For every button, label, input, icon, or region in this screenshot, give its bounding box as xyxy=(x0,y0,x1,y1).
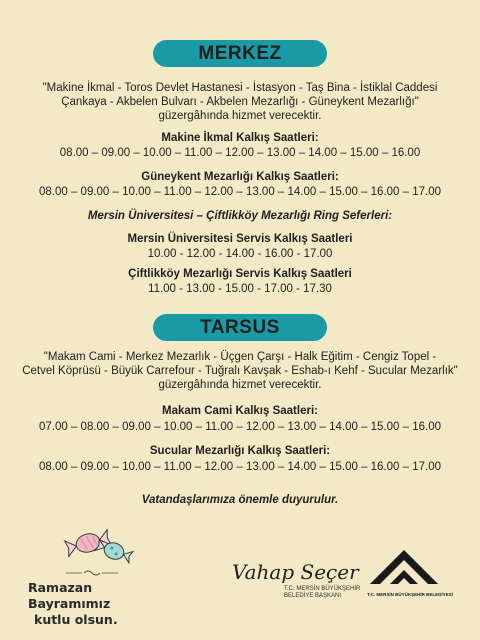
municipality-name: T.C. MERSİN BÜYÜKŞEHİR BELEDİYESİ xyxy=(367,592,453,597)
makine-ikmal-times: 08.00 – 09.00 – 10.00 – 11.00 – 12.00 – 13.00 – 14.00 – 15.00 – 16.00 xyxy=(59,147,421,159)
ciftlikkoy-heading: Çiftlikköy Mezarlığı Servis Kalkış Saatleri xyxy=(128,268,352,280)
greeting-text xyxy=(28,580,168,628)
makam-cami-heading: Makam Cami Kalkış Saatleri: xyxy=(162,405,318,417)
mayor-title-line-2: BELEDİYE BAŞKANI xyxy=(284,593,342,599)
tarsus-route-line: Cetvel Köprüsü - Büyük Carrefour - Tuğralı Kavşak - Eshab-ı Kehf - Sucular Mezarlık" xyxy=(22,365,458,377)
merkez-title: MERKEZ xyxy=(153,40,327,67)
ring-heading: Mersin Üniversitesi – Çiftlikköy Mezarlığı Ring Seferleri: xyxy=(87,210,393,222)
merkez-route-line: Çankaya - Akbelen Bulvarı - Akbelen Mezarlığı - Güneykent Mezarlığı" xyxy=(61,96,419,108)
tarsus-route-line: "Makam Cami - Merkez Mezarlık - Üçgen Çarşı - Halk Eğitim - Cengiz Topel - xyxy=(43,351,437,363)
merkez-route-line: "Makine İkmal - Toros Devlet Hastanesi - İstasyon - Taş Bina - İstiklal Caddesi xyxy=(42,82,438,94)
guneykent-heading: Güneykent Mezarlığı Kalkış Saatleri: xyxy=(141,171,339,183)
candy-icon xyxy=(48,525,138,579)
announcement: Vatandaşlarımıza önemle duyurulur. xyxy=(141,494,339,506)
ciftlikkoy-times: 11.00 - 13.00 - 15.00 - 17.00 - 17.30 xyxy=(148,283,332,295)
mayor-signature: Vahap Seçer xyxy=(232,560,359,584)
mersin-uni-times: 10.00 - 12.00 - 14.00 - 16.00 - 17.00 xyxy=(147,248,333,260)
mersin-uni-heading: Mersin Üniversitesi Servis Kalkış Saatleri xyxy=(127,233,353,245)
makine-ikmal-heading: Makine İkmal Kalkış Saatleri: xyxy=(161,132,319,144)
guneykent-times: 08.00 – 09.00 – 10.00 – 11.00 – 12.00 – 13.00 – 14.00 – 15.00 – 16.00 – 17.00 xyxy=(38,186,441,198)
greeting-line-1: Ramazan Bayramımız xyxy=(28,580,111,611)
tarsus-route-line: güzergâhında hizmet verecektir. xyxy=(158,379,322,391)
mayor-title-line-1: T.C. MERSİN BÜYÜKŞEHİR xyxy=(284,586,361,592)
municipality-logo-icon xyxy=(366,544,442,590)
mayor-title xyxy=(284,586,360,600)
tarsus-title: TARSUS xyxy=(153,314,327,341)
makam-cami-times: 07.00 – 08.00 – 09.00 – 10.00 – 11.00 – 12.00 – 13.00 – 14.00 – 15.00 – 16.00 xyxy=(38,421,441,433)
greeting-line-2: kutlu olsun. xyxy=(34,612,118,627)
sucular-times: 08.00 – 09.00 – 10.00 – 11.00 – 12.00 – 13.00 – 14.00 – 15.00 – 16.00 – 17.00 xyxy=(38,461,441,473)
merkez-route-line: güzergâhında hizmet verecektir. xyxy=(158,110,322,122)
sucular-heading: Sucular Mezarlığı Kalkış Saatleri: xyxy=(149,445,331,457)
greeting-block xyxy=(28,525,148,625)
